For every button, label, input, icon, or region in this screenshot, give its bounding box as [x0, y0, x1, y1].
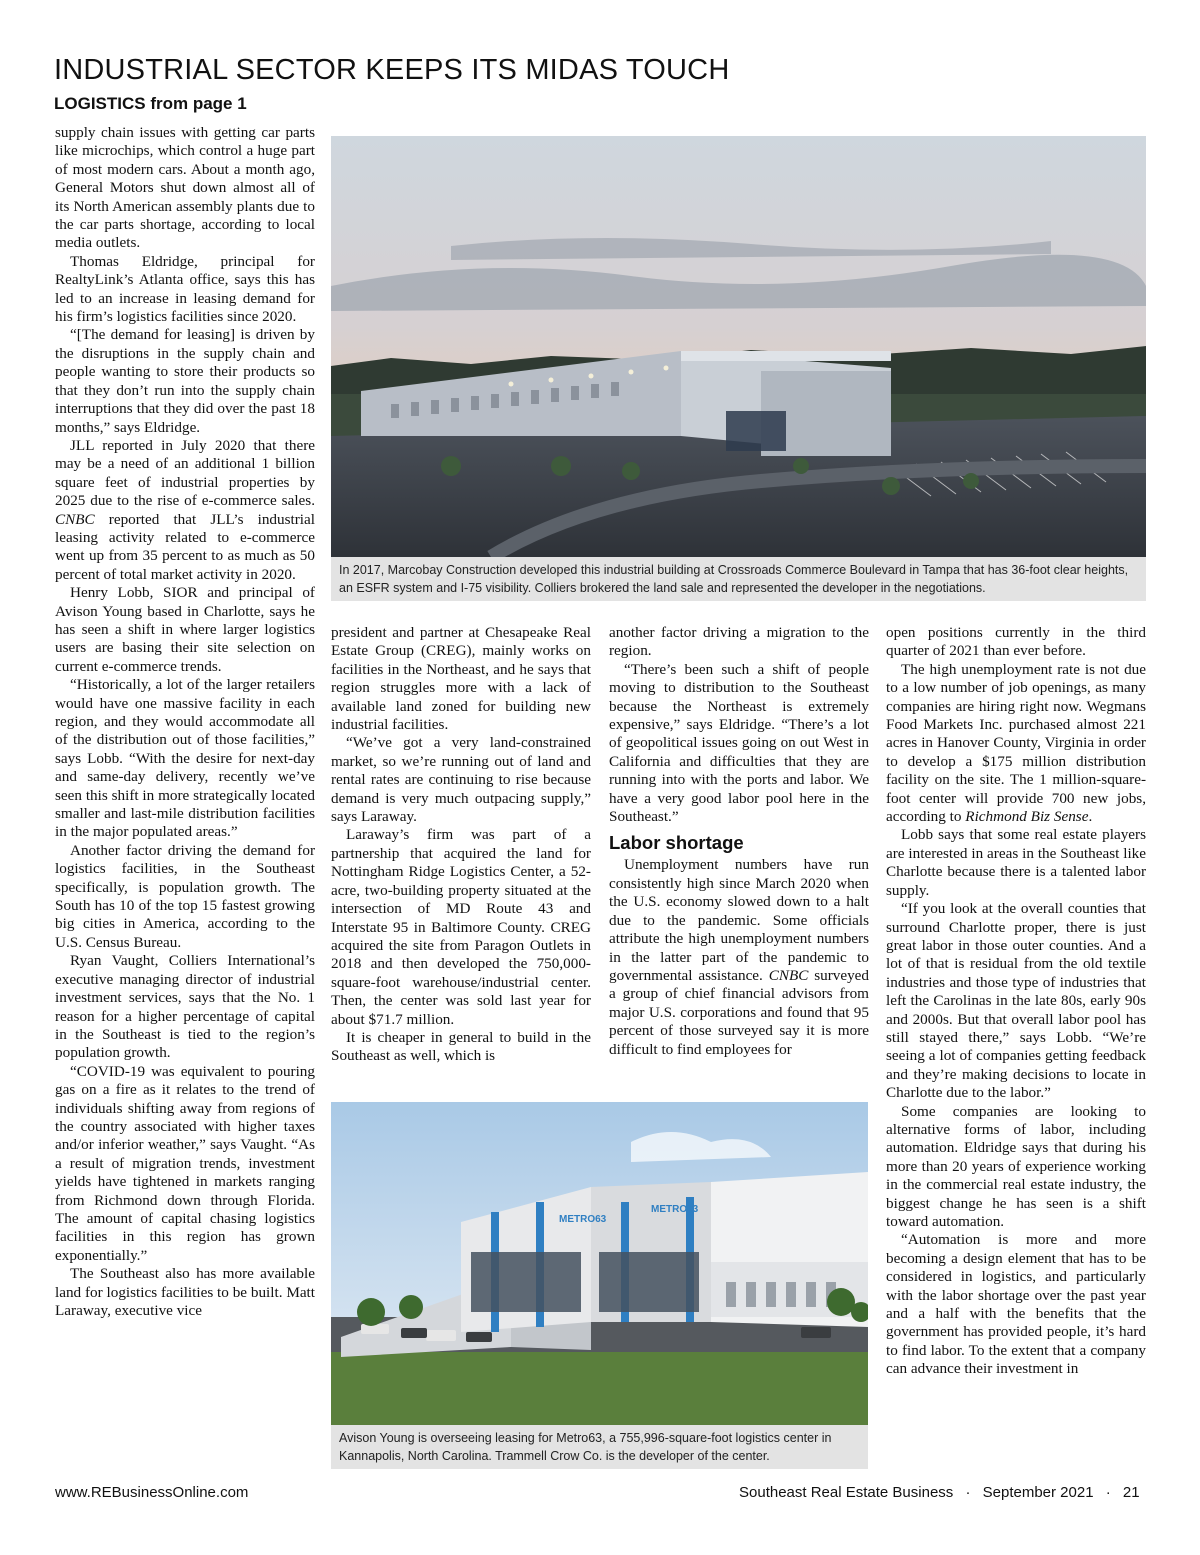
publication-name: CNBC — [55, 510, 95, 528]
article-column-2 — [331, 624, 591, 1066]
paragraph: open positions currently in the third quarter of 2021 than ever before. — [886, 624, 1146, 660]
page-number: 21 — [1122, 1484, 1140, 1501]
paragraph: “COVID-19 was equivalent to pouring gas on a fire as it relates to the trend of individuals shifting away from regions of the country associated with higher taxes and/or inferior weather,” says Vaught. “As a result of migration trends, investment yields have tightened in markets ranging from Richmond down through Florida. The amount of capital chasing logistics facilities in this region has grown exponentially.” — [55, 1062, 315, 1264]
footer-folio — [739, 1484, 1140, 1501]
paragraph: “[The demand for leasing] is driven by the disruptions in the supply chain and people wanting to store their products so that they don’t run into the supply chain interruptions that they did over the past 18 months,” says Eldridge. — [55, 326, 315, 436]
footer-separator: · — [1105, 1484, 1111, 1501]
paragraph: supply chain issues with getting car parts like microchips, which control a huge part of most modern cars. About a month ago, General Motors shut down almost all of its North American assembly plants due to the car parts shortage, according to local media outlets. — [55, 124, 315, 252]
footer-publication: Southeast Real Estate Business — [739, 1484, 954, 1501]
photo-metro63-rendering — [331, 1102, 868, 1425]
footer-date: September 2021 — [982, 1484, 1094, 1501]
photo-tampa-industrial-building — [331, 136, 1146, 557]
article-column-4 — [886, 624, 1146, 1379]
paragraph: “Historically, a lot of the larger retailers would have one massive facility in each region, and they would accommodate all of the distribution out of those facilities,” says Lobb. “With the desire for next-day and same-day delivery, recently we’ve seen this shift in more strategically located smaller and last-mile distribution facilities in the major populated areas.” — [55, 676, 315, 841]
paragraph: Another factor driving the demand for logistics facilities, in the Southeast specifically, is population growth. The South has 10 of the top 15 fastest growing big cities in America, according to the U.S. Census Bureau. — [55, 841, 315, 951]
continuation-kicker: LOGISTICS from page 1 — [54, 94, 247, 113]
publication-name: Richmond Biz Sense — [965, 808, 1089, 826]
paragraph: “Automation is more and more becoming a design element that has to be considered in logistics, and particularly with the labor shortage over the past year and a half with the benefits that the government has provided people, it’s hard to find labor. To the extent that a company can advance their investment in — [886, 1231, 1146, 1378]
building-sign: METRO63 — [559, 1214, 607, 1225]
paragraph: Henry Lobb, SIOR and principal of Avison Young based in Charlotte, says he has seen a shift in where larger logistics users are basing their site selection on current e-commerce trends. — [55, 584, 315, 675]
paragraph: The high unemployment rate is not due to a low number of job openings, as many companies are hiring right now. Wegmans Food Markets Inc. purchased almost 221 acres in Hanover County, Virginia in order to develop a $175 million distribution facility on the site. The 1 million-square-foot center will provide 700 new jobs, according to Richmond Biz Sense. — [886, 660, 1146, 826]
paragraph: president and partner at Chesapeake Real Estate Group (CREG), mainly works on facilities in the Northeast, and he says that region struggles more with a lack of available land zoned for building new industrial facilities. — [331, 624, 591, 734]
section-subhead: Labor shortage — [609, 832, 744, 854]
headline: INDUSTRIAL SECTOR KEEPS ITS MIDAS TOUCH — [54, 54, 730, 86]
text-run: reported that JLL’s industrial leasing activity related to e-commerce went up from 35 percent to as much as 50 percent of total market activity in 2020. — [55, 510, 315, 583]
paragraph — [609, 856, 869, 1058]
paragraph: Lobb says that some real estate players are interested in areas in the Southeast like Charlotte because there is a talented labor supply. — [886, 826, 1146, 899]
paragraph: Some companies are looking to alternative forms of labor, including automation. Eldridge says that during his more than 20 years of experience working in the commercial real estate industry, the biggest change he has seen is a shift toward automation. — [886, 1102, 1146, 1230]
text-run: surveyed a group of chief financial advisors from major U.S. corporations and found that 95 percent of those surveyed say it is more difficult to find employees for — [609, 966, 870, 1058]
article-column-1 — [55, 124, 315, 1320]
building-rendering — [331, 1102, 868, 1425]
article-column-3 — [609, 624, 869, 1059]
text-run: Unemployment numbers have run consistently high since March 2020 when the U.S. economy slowed down to a halt due to the pandemic. Some officials attribute the high unemployment numbers in the latter part of the pandemic to governmental assistance. — [609, 856, 869, 984]
paragraph: Thomas Eldridge, principal for RealtyLink’s Atlanta office, says this has led to an increase in leasing demand for his firm’s logistics facilities since 2020. — [55, 252, 315, 326]
paragraph: “We’ve got a very land-constrained market, so we’re running out of land and rental rates are continuing to rise because demand is very much outpacing supply,” says Laraway. — [331, 734, 591, 826]
footer-separator: · — [965, 1484, 971, 1501]
paragraph: “There’s been such a shift of people moving to distribution to the Southeast because the Northeast is extremely expensive,” says Eldridge. “There’s a lot of geopolitical issues going on out West in California and difficulties that they are running into with the ports and labor. We have a very good labor pool here in the Southeast.” — [609, 660, 869, 826]
paragraph: The Southeast also has more available land for logistics facilities to be built. Matt Laraway, executive vice — [55, 1265, 315, 1319]
paragraph — [55, 437, 315, 584]
paragraph: It is cheaper in general to build in the Southeast as well, which is — [331, 1028, 591, 1065]
paragraph: Ryan Vaught, Colliers International’s executive managing director of industrial investment services, says that the No. 1 reason for a higher percentage of capital in the Southeast is tied to the region’s population growth. — [55, 952, 315, 1062]
building-sign: METRO63 — [651, 1204, 699, 1215]
paragraph: Laraway’s firm was part of a partnership that acquired the land for Nottingham Ridge Logistics Center, a 52-acre, two-building property situated at the intersection of MD Route 43 and Interstate 95 in Baltimore County. CREG acquired the site from Paragon Outlets in 2018 and then developed the 750,000-square-foot warehouse/industrial center. Then, the center was sold last year for about $71.7 million. — [331, 826, 591, 1028]
paragraph: another factor driving a migration to the region. — [609, 624, 869, 660]
text-run: JLL reported in July 2020 that there may be a need of an additional 1 billion square feet of industrial properties by 2025 due to the rise of e-commerce sales. — [55, 436, 315, 510]
photo-caption: Avison Young is overseeing leasing for Metro63, a 755,996-square-foot logistics center in Kannapolis, North Carolina. Trammell Crow Co. is the developer of the center. — [331, 1425, 868, 1469]
building-illustration — [331, 136, 1146, 557]
text-run: The high unemployment rate is not due to a low number of job openings, as many companies are hiring right now. Wegmans Food Markets Inc. purchased almost 221 acres in Hanover County, Virginia in order to develop a $175 million distribution facility on the site. The 1 million-square-foot center will provide 700 new jobs, according to — [886, 660, 1146, 826]
publication-name: CNBC — [768, 966, 809, 984]
footer-website[interactable]: www.REBusinessOnline.com — [55, 1484, 249, 1501]
photo-caption: In 2017, Marcobay Construction developed this industrial building at Crossroads Commerce Boulevard in Tampa that has 36-foot clear heights, an ESFR system and I-75 visibility. Colliers brokered the land sale and represented the developer in the negotiations. — [331, 557, 1146, 601]
paragraph: “If you look at the overall counties that surround Charlotte proper, there is just great labor in those outer counties. And a lot of that is residual from the old textile industries and those type of industries that left the Carolinas in the late 80s, early 90s and 2000s. But that overall labor pool has still stayed there,” says Lobb. “We’re seeing a lot of companies getting feedback and they’re making decisions to locate in Charlotte due to the labor.” — [886, 900, 1146, 1102]
